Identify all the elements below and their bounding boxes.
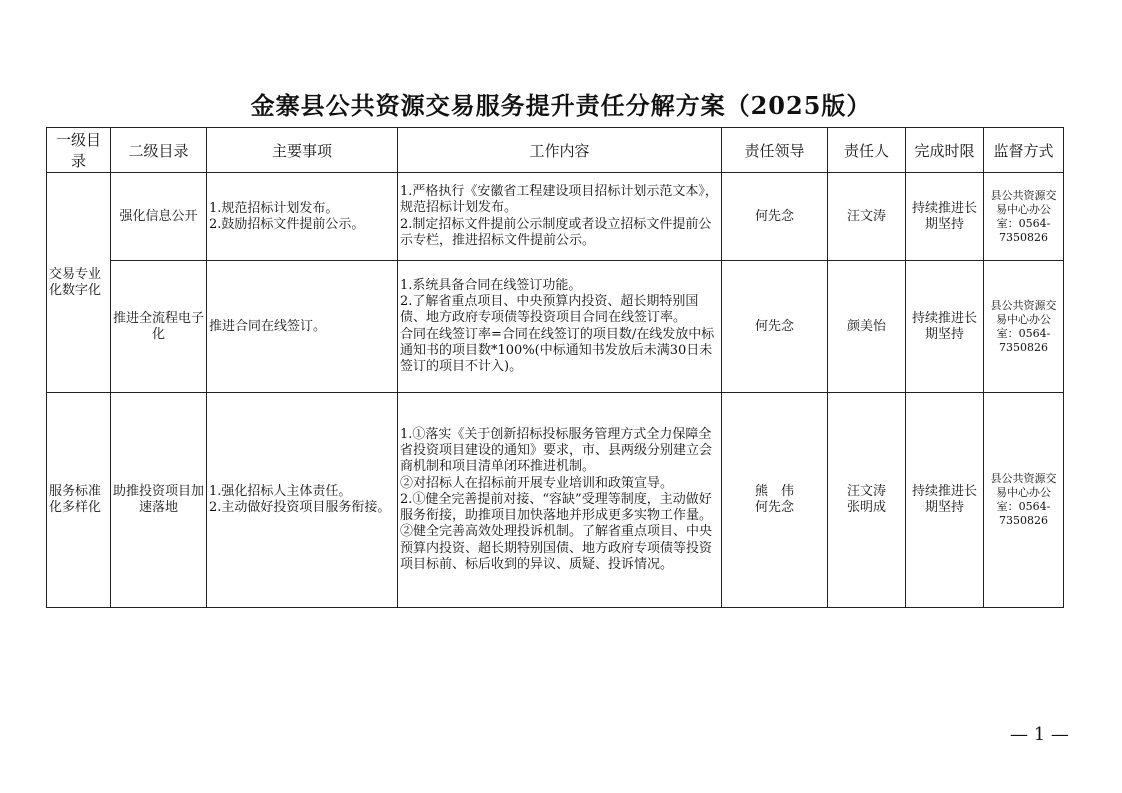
category-cell: 服务标准化多样化 [47,393,111,608]
content-cell [398,173,722,261]
content-line: 2.制定招标文件提前公示制度或者设立招标文件提前公示专栏，推进招标文件提前公示。 [400,216,712,248]
leader-cell: 何先念 [722,261,828,393]
content-line: 1.系统具备合同在线签订功能。 [400,277,582,293]
content-line: 1.严格执行《安徽省工程建设项目招标计划示范文本》，规范招标计划发布。 [400,183,718,216]
deadline-cell: 持续推进长期坚持 [906,261,984,393]
item-line: 1.强化招标人主体责任。 [209,484,352,499]
secondary-cell: 强化信息公开 [111,173,207,261]
content-line: 1.①落实《关于创新招标投标服务管理方式全力保障全省投资项目建设的通知》要求，市、县两级分别建立会商机制和项目清单闭环推进机制。 [400,426,713,475]
header-main-items: 主要事项 [207,128,398,173]
header-level2: 二级目录 [111,128,207,173]
responsibility-table [46,127,1064,608]
supervision-cell: 县公共资源交易中心办公室：0564-7350826 [984,261,1064,393]
leader-cell: 熊 伟 何先念 [722,393,828,608]
person-cell: 汪文涛 [828,173,906,261]
table-header-row [47,128,1064,173]
page-number: — 1 — [1010,724,1069,745]
item-line: 2.鼓励招标文件提前公示。 [209,216,365,232]
content-cell [398,393,722,608]
content-line: ②对招标人在招标前开展专业培训和政策宣导。 [400,475,674,491]
content-line: 2.了解省重点项目、中央预算内投资、超长期特别国债、地方政府专项债等投资项目合同在线签订率。 [400,293,699,326]
person-cell: 汪文涛 张明成 [828,393,906,608]
table-row [47,261,1064,393]
category-cell: 交易专业化数字化 [47,173,111,393]
item-line: 1.规范招标计划发布。 [209,200,339,216]
header-work-content: 工作内容 [398,128,722,173]
item-line: 2.主动做好投资项目服务衔接。 [209,500,391,515]
items-cell [207,393,398,608]
items-cell [207,173,398,261]
table-row [47,393,1064,608]
content-line: 2.①健全完善提前对接、“容缺”受理等制度，主动做好服务衔接，助推项目加快落地并形成更多实物工作量。 [400,491,713,524]
items-cell [207,261,398,393]
document-title: 金寨县公共资源交易服务提升责任分解方案（2025版） [250,91,872,120]
content-cell [398,261,722,393]
content-line: ②健全完善高效处理投诉机制。了解省重点项目、中央预算内投资、超长期特别国债、地方政府专项债等投资项目标前、标后收到的异议、质疑、投诉情况。 [400,524,713,573]
leader-cell: 何先念 [722,173,828,261]
content-line: 合同在线签订率=合同在线签订的项目数/在线发放中标通知书的项目数*100%(中标通知书发放后未满30日未签订的项目不计入)。 [400,326,715,375]
table-row [47,173,1064,261]
person-cell: 颜美怡 [828,261,906,393]
header-level1: 一级目录 [47,128,111,173]
header-person: 责任人 [828,128,906,173]
deadline-cell: 持续推进长期坚持 [906,393,984,608]
secondary-cell: 助推投资项目加速落地 [111,393,207,608]
header-supervision: 监督方式 [984,128,1064,173]
item-line: 推进合同在线签订。 [209,318,327,334]
deadline-cell: 持续推进长期坚持 [906,173,984,261]
header-leader: 责任领导 [722,128,828,173]
supervision-cell: 县公共资源交易中心办公室：0564-7350826 [984,393,1064,608]
secondary-cell: 推进全流程电子化 [111,261,207,393]
supervision-cell: 县公共资源交易中心办公室：0564-7350826 [984,173,1064,261]
header-deadline: 完成时限 [906,128,984,173]
